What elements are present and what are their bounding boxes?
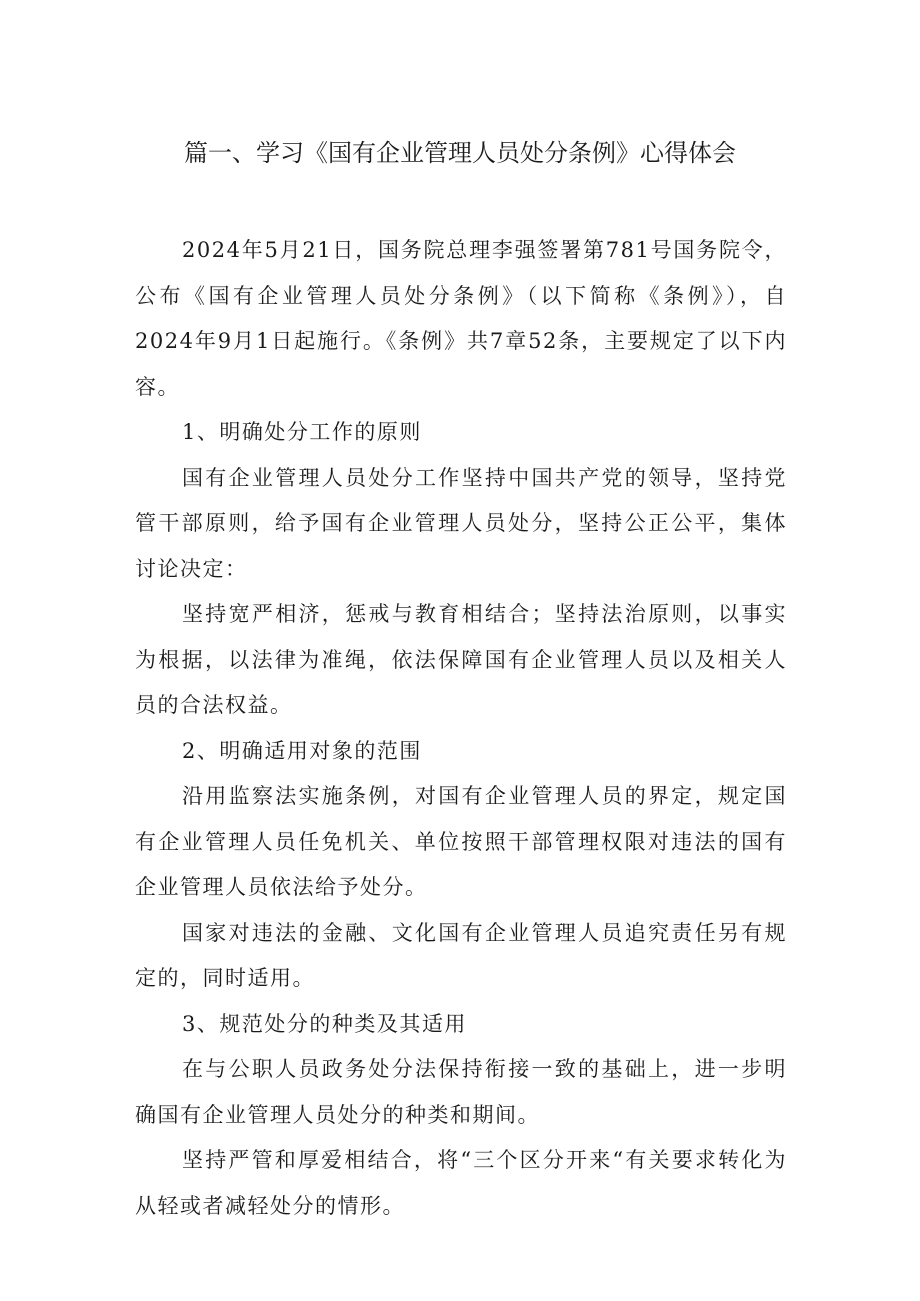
- paragraph: 国家对违法的金融、文化国有企业管理人员追究责任另有规定的，同时适用。: [135, 920, 787, 990]
- document-title: 篇一、学习《国有企业管理人员处分条例》心得体会: [184, 139, 736, 167]
- paragraph: 坚持严管和厚爱相结合，将“三个区分开来“有关要求转化为从轻或者减轻处分的情形。: [135, 1148, 787, 1218]
- paragraph: 坚持宽严相济，惩戒与教育相结合；坚持法治原则，以事实为根据，以法律为准绳，依法保障国有企业管理人员以及相关人员的合法权益。: [135, 602, 787, 717]
- section-heading-3: 3、规范处分的种类及其适用: [182, 1011, 467, 1036]
- paragraph: 在与公职人员政务处分法保持衔接一致的基础上，进一步明确国有企业管理人员处分的种类和期间。: [135, 1057, 787, 1127]
- paragraph: 沿用监察法实施条例，对国有企业管理人员的界定，规定国有企业管理人员任免机关、单位按照干部管理权限对违法的国有企业管理人员依法给予处分。: [135, 784, 787, 899]
- document-body: [135, 228, 787, 1229]
- paragraph-intro: 2024年5月21日，国务院总理李强签署第781号国务院令，公布《国有企业管理人员处分条例》（以下简称《条例》），自2024年9月1日起施行。《条例》共7章52条，主要规定了以下内容。: [135, 238, 787, 399]
- paragraph: 国有企业管理人员处分工作坚持中国共产党的领导，坚持党管干部原则，给予国有企业管理人员处分，坚持公正公平，集体讨论决定：: [135, 465, 787, 581]
- section-heading-2: 2、明确适用对象的范围: [182, 738, 422, 763]
- section-heading-1: 1、明确处分工作的原则: [182, 420, 422, 444]
